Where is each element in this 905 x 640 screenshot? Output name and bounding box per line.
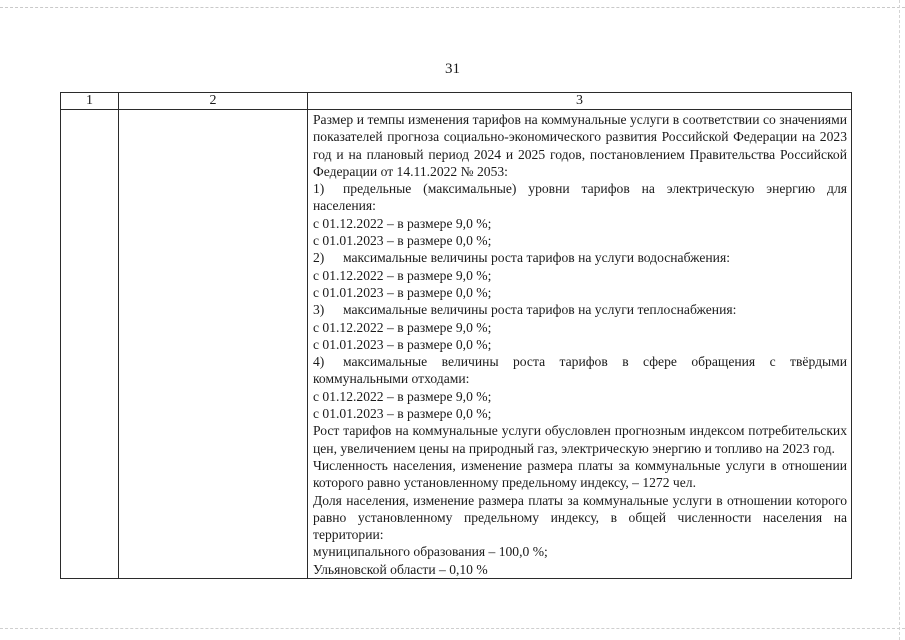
table-header-row	[61, 93, 852, 110]
list-item-text: максимальные величины роста тарифов на услуги теплоснабжения:	[343, 302, 737, 318]
list-item-1	[313, 180, 847, 215]
rate-line: с 01.12.2022 – в размере 9,0 %;	[313, 267, 492, 283]
rate-line: с 01.01.2023 – в размере 0,0 %;	[313, 233, 492, 249]
cell-col-2	[119, 110, 308, 579]
list-item-number: 3)	[313, 302, 325, 318]
list-item-text: максимальные величины роста тарифов на услуги водоснабжения:	[343, 250, 730, 266]
intro-paragraph: Размер и темпы изменения тарифов на коммунальные услуги в соответствии со значениями показателей прогноза социально-экономического развития Российской Федерации на 2023 год и на плановый период 2024 и 2025 годов, постановлением Правительства Российской Федерации от 14.11.2022 № 2053:	[313, 112, 847, 179]
list-item-3	[313, 301, 847, 318]
list-item-number: 1)	[313, 181, 325, 197]
list-item-4	[313, 353, 847, 388]
scan-edge-bottom	[0, 628, 905, 629]
share-municipal: муниципального образования – 100,0 %;	[313, 544, 548, 560]
share-region: Ульяновской области – 0,10 %	[313, 561, 488, 577]
list-item-number: 2)	[313, 250, 325, 266]
list-item-number: 4)	[313, 354, 325, 370]
rate-line: с 01.01.2023 – в размере 0,0 %;	[313, 336, 492, 352]
cell-col-1	[61, 110, 119, 579]
share-note: Доля населения, изменение размера платы за коммунальные услуги в отношении которого равно установленному предельному индексу, в общей численности населения на территории:	[313, 492, 847, 543]
population-note: Численность населения, изменение размера платы за коммунальные услуги в отношении которого равно установленному предельному индексу, – 1272 чел.	[313, 457, 847, 491]
rate-line: с 01.01.2023 – в размере 0,0 %;	[313, 284, 492, 300]
list-item-text: максимальные величины роста тарифов в сфере обращения с твёрдыми коммунальными отходами:	[313, 354, 847, 387]
column-header-3: 3	[308, 93, 852, 110]
column-header-1: 1	[61, 93, 119, 110]
rate-line: с 01.12.2022 – в размере 9,0 %;	[313, 215, 492, 231]
scan-edge-top	[0, 7, 905, 8]
list-item-2	[313, 249, 847, 266]
list-item-text: предельные (максимальные) уровни тарифов на электрическую энергию для населения:	[313, 181, 847, 214]
rate-line: с 01.12.2022 – в размере 9,0 %;	[313, 388, 492, 404]
table-row	[61, 110, 852, 579]
rate-line: с 01.01.2023 – в размере 0,0 %;	[313, 406, 492, 422]
rate-line: с 01.12.2022 – в размере 9,0 %;	[313, 319, 492, 335]
growth-note: Рост тарифов на коммунальные услуги обусловлен прогнозным индексом потребительских цен, увеличением цены на природный газ, электрическую энергию и топливо на 2023 год.	[313, 423, 847, 456]
scan-edge-right	[899, 0, 900, 640]
cell-col-3	[308, 110, 852, 579]
column-header-2: 2	[119, 93, 308, 110]
tariff-table	[60, 92, 852, 579]
page-number: 31	[445, 61, 460, 77]
